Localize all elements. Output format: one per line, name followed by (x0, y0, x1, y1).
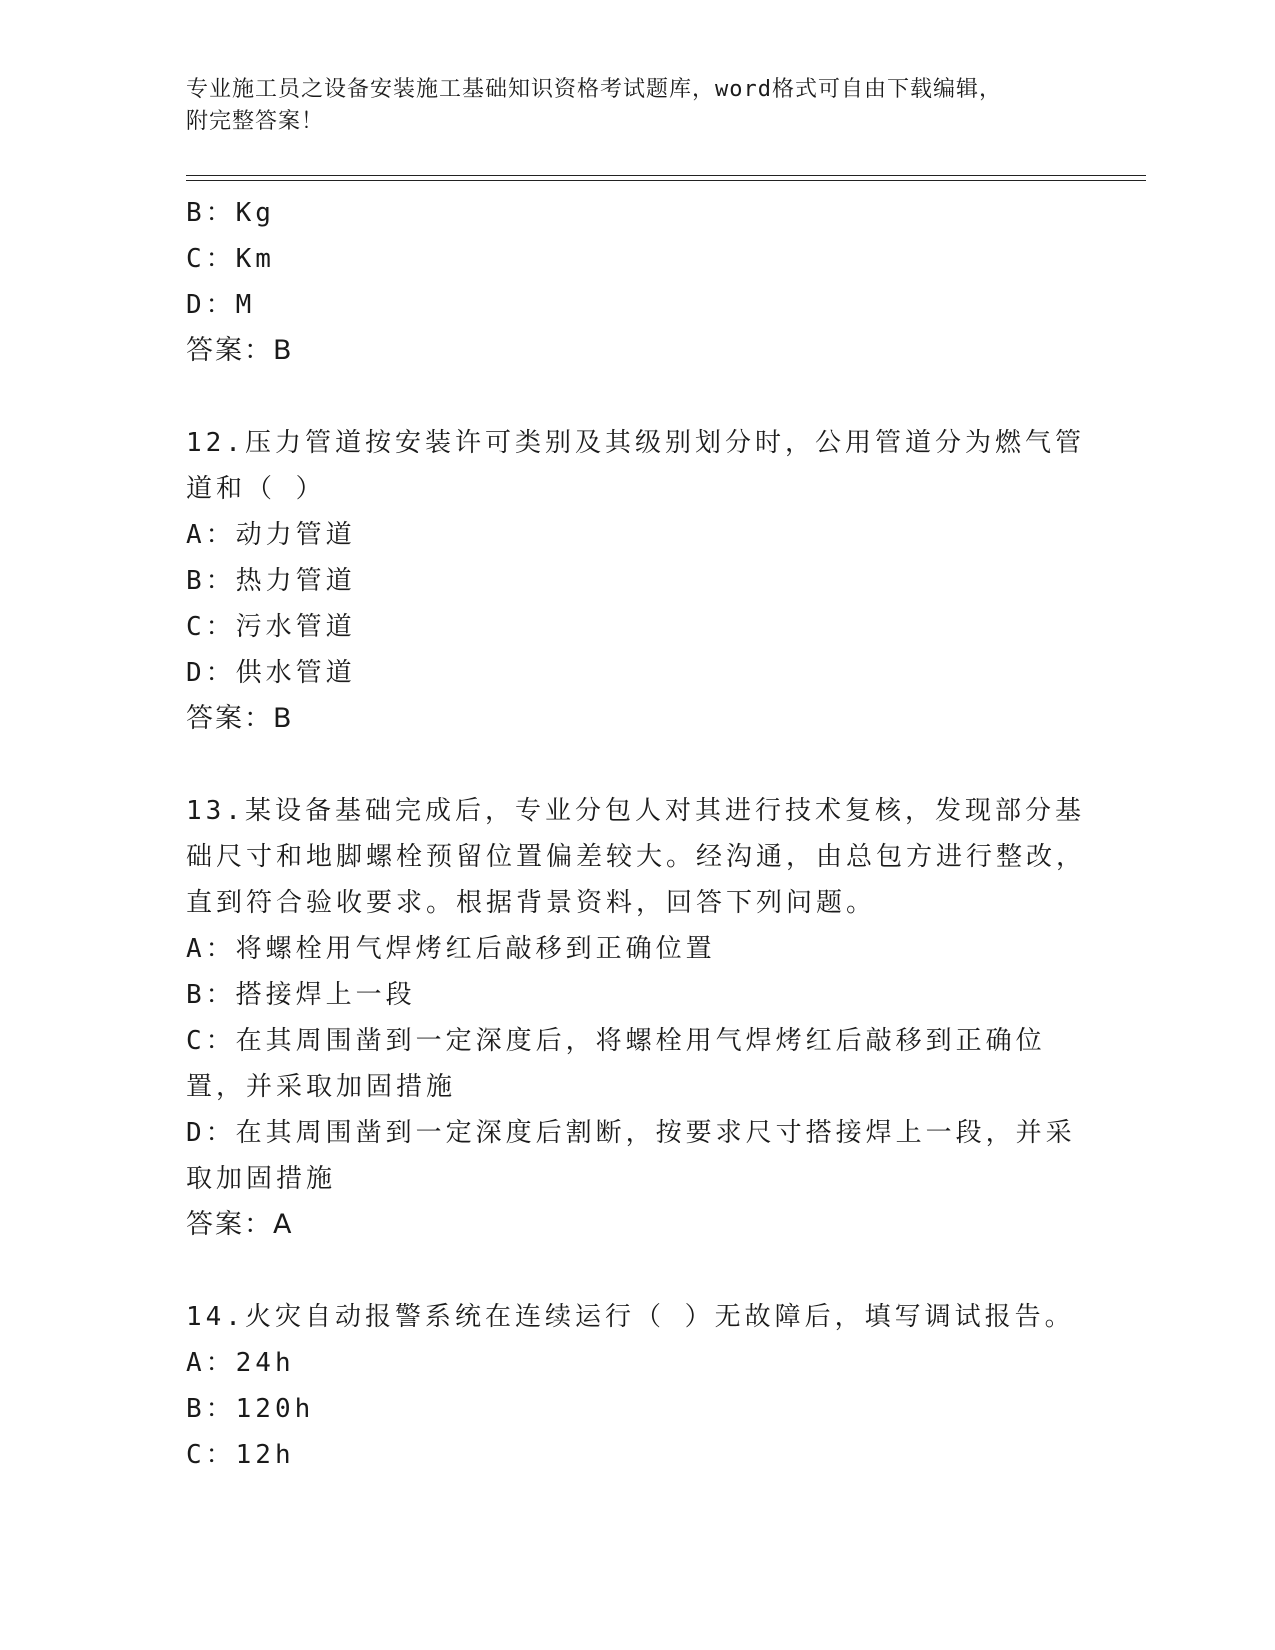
header-title-line: 专业施工员之设备安装施工基础知识资格考试题库，word格式可自由下载编辑， (186, 77, 1002, 102)
question-14 (186, 1294, 1086, 1478)
document-header (186, 74, 1086, 138)
question-list (186, 190, 1086, 1478)
header-divider-bottom (186, 180, 1146, 181)
question-11 (186, 190, 1086, 374)
option-b: B：120h (186, 1394, 315, 1424)
question-text: 12.压力管道按安装许可类别及其级别划分时，公用管道分为燃气管道和（ ） (186, 428, 1085, 504)
option-d: D：供水管道 (186, 658, 356, 688)
option-a: A：将螺栓用气焊烤红后敲移到正确位置 (186, 934, 716, 964)
header-subtitle-line: 附完整答案！ (186, 109, 325, 134)
option-b: B：Kg (186, 198, 275, 228)
option-d: D：在其周围凿到一定深度后割断，按要求尺寸搭接焊上一段，并采取加固措施 (186, 1118, 1076, 1194)
question-text: 13.某设备基础完成后，专业分包人对其进行技术复核，发现部分基础尺寸和地脚螺栓预留位置偏差较大。经沟通，由总包方进行整改，直到符合验收要求。根据背景资料，回答下列问题。 (186, 796, 1087, 918)
option-a: A：24h (186, 1348, 295, 1378)
option-c: C：12h (186, 1440, 295, 1470)
option-a: A：动力管道 (186, 520, 356, 550)
answer-line: 答案：B (186, 335, 294, 366)
header-divider-top (186, 175, 1146, 176)
option-c: C：污水管道 (186, 612, 356, 642)
option-b: B：搭接焊上一段 (186, 980, 416, 1010)
option-c: C：在其周围凿到一定深度后，将螺栓用气焊烤红后敲移到正确位置，并采取加固措施 (186, 1026, 1046, 1102)
answer-line: 答案：B (186, 703, 294, 734)
question-text: 14.火灾自动报警系统在连续运行（ ）无故障后，填写调试报告。 (186, 1302, 1075, 1332)
answer-line: 答案：A (186, 1209, 294, 1240)
option-c: C：Km (186, 244, 275, 274)
option-b: B：热力管道 (186, 566, 356, 596)
option-d: D：M (186, 290, 256, 320)
question-12 (186, 420, 1086, 742)
question-13 (186, 788, 1086, 1248)
